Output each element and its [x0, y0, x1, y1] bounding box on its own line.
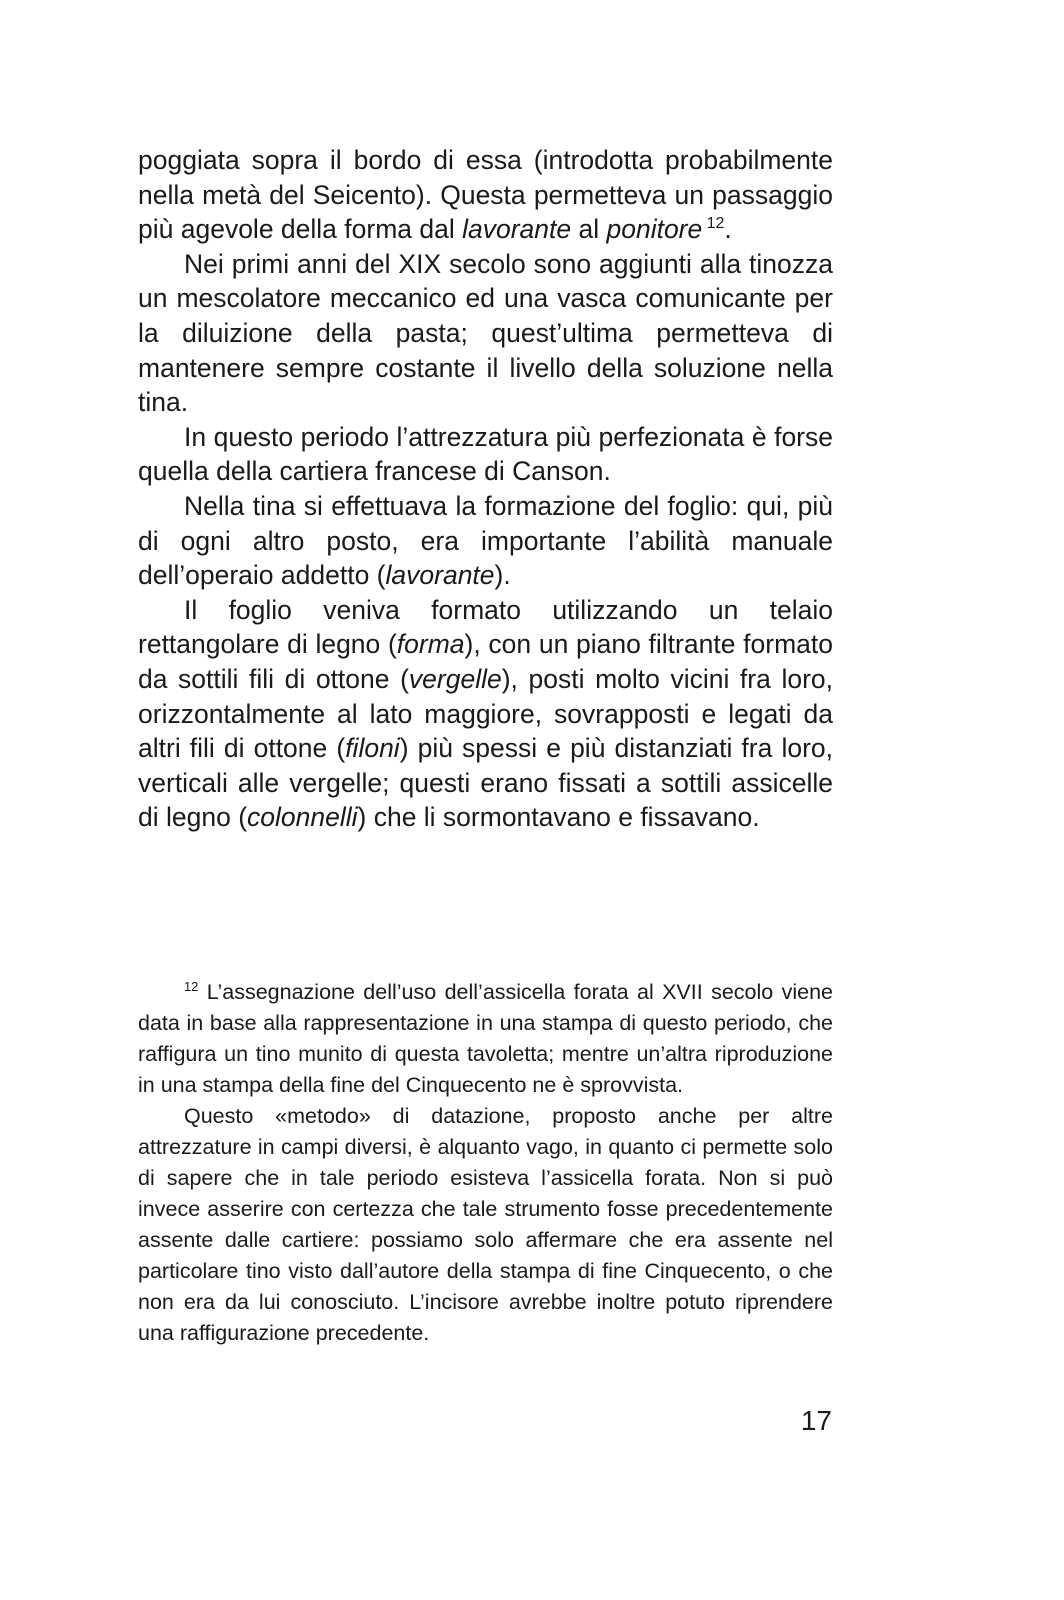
italic-term-colonnelli: colonnelli	[247, 802, 358, 833]
italic-term-forma: forma	[396, 629, 465, 660]
body-text	[138, 143, 833, 835]
text-run: .	[724, 214, 732, 245]
text-run: al	[571, 214, 607, 245]
footnote-12-continuation	[138, 1101, 833, 1349]
text-run: ) che li sormontavano e fissavano.	[357, 802, 760, 833]
text-run: ).	[494, 560, 511, 591]
text-run: Nella tina si effettuava la formazione del foglio: qui, più di ogni altro posto, era importante l’abilità manuale dell’operaio addetto (	[138, 490, 833, 591]
text-run: Il foglio veniva formato utilizzando un telaio rettangolare di legno (	[138, 594, 833, 660]
text-run: poggiata sopra il bordo di essa (introdotta probabilmente nella metà del Seicento). Questa permetteva un passaggio più agevole della forma dal	[138, 145, 833, 245]
text-run: ), posti molto vicini fra loro, orizzontalmente al lato maggiore, sovrapposti e legati da altri fili di ottone (	[138, 663, 833, 764]
paragraph-3	[138, 420, 833, 489]
italic-term-ponitore: ponitore	[606, 214, 703, 245]
italic-term-lavorante: lavorante	[385, 560, 495, 591]
italic-term-lavorante: lavorante	[462, 214, 572, 245]
text-run: Nei primi anni del XIX secolo sono aggiunti alla tinozza un mescolatore meccanico ed una vasca comunicante per la diluizione della pasta; quest’ultima permetteva di mantenere sempre costante il livello della soluzione nella tina.	[138, 248, 833, 418]
page-number: 17	[800, 1405, 832, 1436]
text-run: L’assegnazione dell’uso dell’assicella forata al XVII secolo viene data in base alla rappresentazione in una stampa di questo periodo, che raffigura un tino munito di questa tavoletta; mentre un’altra riproduzione in una stampa della fine del Cinquecento ne è sprovvista.	[138, 980, 833, 1097]
footnotes	[138, 977, 833, 1349]
paragraph-2	[138, 247, 833, 420]
paragraph-4	[138, 489, 833, 593]
paragraph-5	[138, 593, 833, 835]
text-run: ), con un piano filtrante formato da sottili fili di ottone (	[138, 629, 833, 694]
text-run: In questo periodo l’attrezzatura più perfezionata è forse quella della cartiera francese di Canson.	[138, 421, 833, 487]
footnote-reference: 12	[702, 215, 725, 233]
italic-term-filoni: filoni	[345, 733, 400, 764]
italic-term-vergelle: vergelle	[408, 663, 502, 694]
footnote-number: 12	[184, 978, 199, 994]
text-run: ) più spessi e più distanziati fra loro, verticali alle vergelle; questi erano fissati a sottili assicelle di legno (	[138, 733, 833, 833]
text-run: Questo «metodo» di datazione, proposto anche per altre attrezzature in campi diversi, è alquanto vago, in quanto ci permette solo di sapere che in tale periodo esisteva l’assicella forata. Non si può invece asserire con certezza che tale strumento fosse precedentemente assente dalle cartiere: possiamo solo affermare che era assente nel particolare tino visto dall’autore della stampa di fine Cinquecento, o che non era da lui conosciuto. L’incisore avrebbe inoltre potuto riprendere una raffigurazione precedente.	[138, 1104, 833, 1345]
footnote-12	[138, 977, 833, 1101]
paragraph-1	[138, 143, 833, 247]
